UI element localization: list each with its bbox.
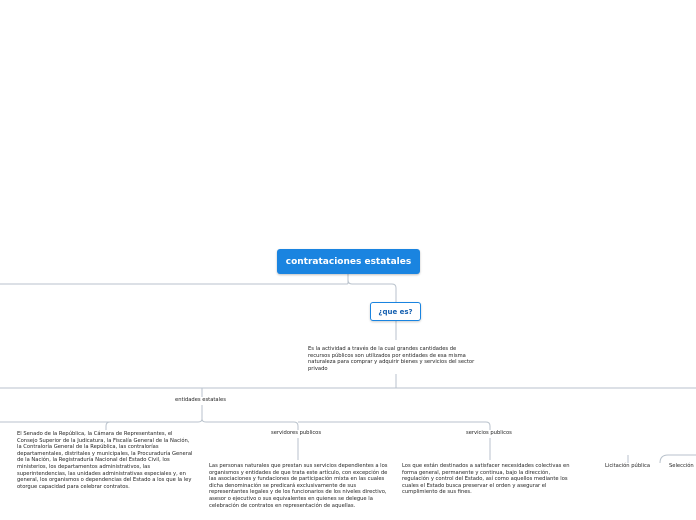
topic-servicios-publicos[interactable]: servicios publicos <box>466 430 512 436</box>
servicios-publicos-description: Los que están destinados a satisfacer necesidades colectivas en forma general, permanente y continua, bajo la dirección, regulación y control del Estado, así como aquellos mediante los cuales el Estado busca preservar el orden y asegurar el cumplimiento de sus fines. <box>402 463 570 496</box>
que-es-description: Es la actividad a través de la cual grandes cantidades de recursos públicos son utilizados por entidades de esa misma naturaleza para comprar y adquirir bienes y servicios del sector privado <box>308 346 475 372</box>
connector-root-left <box>0 274 348 284</box>
connector-seleccion <box>660 455 696 463</box>
servidores-publicos-description: Las personas naturales que prestan sus servicios dependientes a los organismos y entidades de que trata este artículo, con excepción de las asociaciones y fundaciones de participación mixta en las cuales dicha denominación se predicará exclusivamente de sus representantes legales y de los funcionarios de los niveles directivo, asesor o ejecutivo o sus equivalentes en quienes se delegue la celebración de contratos en representación de aquellas. <box>209 463 388 509</box>
topic-que-es[interactable] <box>370 302 421 321</box>
topic-licitacion-publica[interactable]: Licitación pública <box>605 463 651 469</box>
connector-root-que-es <box>348 274 396 302</box>
connector-servidores <box>202 419 298 430</box>
topic-entidades-estatales[interactable]: entidades estatales <box>175 397 226 403</box>
connector-entidades-split <box>106 405 202 430</box>
topic-seleccion[interactable]: Selección <box>669 463 694 469</box>
connector-servicios <box>298 422 490 430</box>
root-topic-label: contrataciones estatales <box>285 256 412 267</box>
entidades-estatales-description: El Senado de la República, la Cámara de Representantes, el Consejo Superior de la Judicatura, la Fiscalía General de la Nación, la Contraloría General de la República, las contralorías departamentales, distritales y municipales, la Procuraduría General de la Nación, la Registraduría Nacional del Estado Civil, los ministerios, los departamentos administrativos, las superintendencias, las unidades administrativas especiales y, en general, los organismos o dependencias del Estado a los que la ley otorgue capacidad para celebrar contratos. <box>17 431 193 490</box>
topic-que-es-label: ¿que es? <box>378 307 413 316</box>
root-topic-contrataciones-estatales[interactable] <box>277 249 420 274</box>
topic-servidores-publicos[interactable]: servidores publicos <box>271 430 322 436</box>
